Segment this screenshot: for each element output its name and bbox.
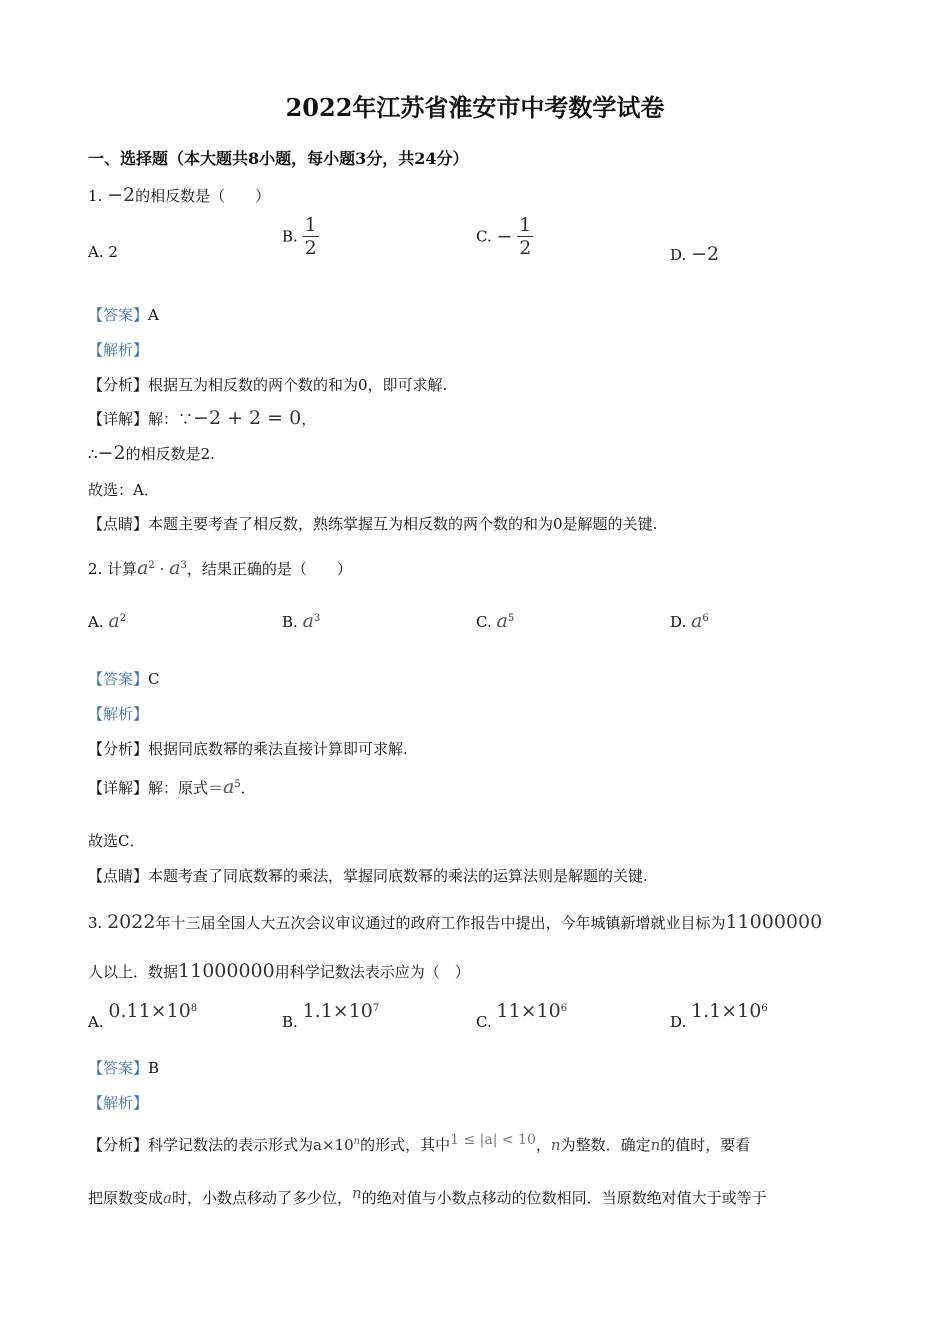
q1-option-c: C. − $\frac{1}{2}$: [476, 214, 532, 259]
q3-option-b: B. $1.1\times 10^7$: [282, 1000, 380, 1031]
fraction: $\frac{1}{2}$: [519, 214, 532, 259]
section-heading: 一、选择题（本大题共8小题，每小题3分，共24分）: [88, 149, 469, 168]
q3-fenxi-cont: 把原数变成a时，小数点移动了多少位，n的绝对值与小数点移动的位数相同．当原数绝对值大于或等于: [88, 1184, 767, 1207]
q3-option-a: A. $0.11\times 10^8$: [88, 1000, 198, 1031]
q3-option-d: D. $1.1\times 10^6$: [670, 1000, 768, 1031]
question-1: [88, 184, 270, 206]
q1-analysis-label: 【解析】: [88, 341, 149, 359]
q1-number: 1.: [88, 187, 108, 205]
q2-option-a: A. $a^2$: [88, 610, 127, 632]
q2-choose: 故选C．: [88, 832, 145, 850]
q1-option-b: B. $\frac{1}{2}$: [282, 214, 317, 259]
q1-expr: −2: [107, 184, 136, 206]
question-3-line-1: 3. 2022年十三届全国人大五次会议审议通过的政府工作报告中提出，今年城镇新增就业目标为11000000: [88, 911, 823, 933]
q1-stem: 的相反数是（ ）: [135, 187, 271, 205]
q2-comment: 【点睛】本题考查了同底数幂的乘法，掌握同底数幂的乘法的运算法则是解题的关键.: [88, 867, 648, 885]
q2-fenxi: 【分析】根据同底数幂的乘法直接计算即可求解.: [88, 740, 408, 758]
q2-answer: 【答案】C: [88, 670, 160, 688]
q1-detail: 【详解】解：∵−2 + 2 = 0，: [88, 407, 317, 429]
q1-fenxi: 【分析】根据互为相反数的两个数的和为0，即可求解.: [88, 376, 448, 394]
fraction: $\frac{1}{2}$: [304, 214, 317, 259]
q2-option-d: D. $a^6$: [670, 610, 709, 632]
question-2: 2. 计算$a^2 \cdot a^3$，结果正确的是（ ）: [88, 557, 352, 579]
q1-option-d: D. −2: [670, 243, 720, 265]
q3-fenxi: 【分析】科学记数法的表示形式为$a\times 10^n$的形式，其中1 ≤ |a| < 10，n为整数．确定n的值时，要看: [88, 1132, 751, 1154]
q2-analysis-label: 【解析】: [88, 705, 149, 723]
q2-option-b: B. $a^3$: [282, 610, 321, 632]
q2-detail: 【详解】解：原式$=a^5$．: [88, 776, 256, 798]
q1-answer: 【答案】A: [88, 306, 159, 324]
page-title: 2022年江苏省淮安市中考数学试卷: [285, 93, 665, 122]
q1-therefore: ∴−2的相反数是2.: [88, 442, 215, 464]
q3-option-c: C. $11\times 10^6$: [476, 1000, 568, 1031]
q1-option-a: A. 2: [88, 243, 118, 261]
q1-comment: 【点睛】本题主要考查了相反数，熟练掌握互为相反数的两个数的和为0是解题的关键.: [88, 515, 658, 533]
q2-option-c: C. $a^5$: [476, 610, 515, 632]
q3-analysis-label: 【解析】: [88, 1094, 149, 1112]
question-3-line-2: 人以上．数据11000000用科学记数法表示应为（ ）: [88, 960, 470, 982]
q3-answer: 【答案】B: [88, 1059, 160, 1077]
q1-choose: 故选：A．: [88, 481, 159, 499]
